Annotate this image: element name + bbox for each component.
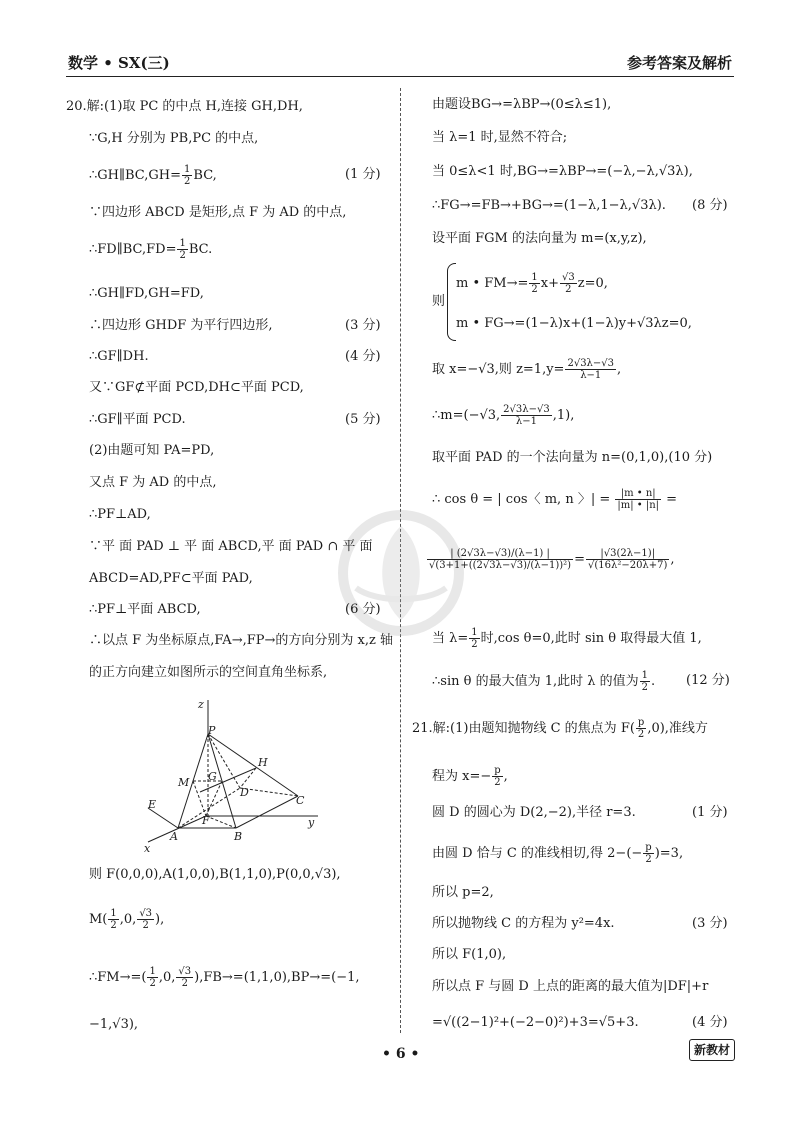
- problem-20-line-9: 又∵GF⊄平面 PCD,DH⊂平面 PCD,: [89, 380, 304, 395]
- fraction-den: 2: [181, 978, 188, 989]
- fraction-den: 2: [531, 284, 538, 295]
- line-13-tail: .: [650, 674, 656, 689]
- problem-21-line-6: 所以抛物线 C 的方程为 y²=4x.: [432, 916, 615, 931]
- system-eq-2: m • FG→=(1−λ)x+(1−λ)y+√3λz=0,: [456, 316, 692, 331]
- right-line-2: 当 λ=1 时,显然不符合;: [432, 130, 568, 145]
- line-21-mid: ,0,: [158, 970, 176, 985]
- problem-20-line-8: ∴GF∥DH.: [89, 349, 149, 364]
- problem-20-line-16: ∴PF⊥平面 ABCD,: [89, 602, 201, 617]
- fraction-den: 2: [110, 920, 117, 931]
- header-title: 参考答案及解析: [626, 54, 732, 72]
- right-line-7: [432, 358, 621, 381]
- problem-21-line-4: [432, 842, 683, 865]
- score-3: (3 分): [345, 318, 381, 333]
- fraction-cos-expanded: [427, 548, 573, 571]
- right-line-4: ∴FG→=FB→+BG→=(1−λ,1−λ,√3λ).: [432, 198, 666, 213]
- problem-20-line-15: ABCD=AD,PF⊂平面 PAD,: [89, 571, 253, 586]
- right-line-11: [426, 548, 675, 571]
- fraction-cos-result: [586, 548, 669, 571]
- problem-20-line-2: ∵G,H 分别为 PB,PC 的中点,: [89, 131, 259, 146]
- system-label: 则: [432, 294, 446, 309]
- label-b: B: [234, 830, 243, 843]
- right-line-13: [432, 670, 655, 693]
- fraction-num: 1: [179, 238, 186, 249]
- fraction-num: √3: [178, 966, 192, 977]
- fraction-half: [469, 627, 479, 650]
- problem-20-line-22: −1,√3),: [89, 1017, 139, 1032]
- fraction-num: 1: [149, 966, 156, 977]
- fraction-den: √(16λ²−20λ+7): [587, 560, 668, 571]
- score-21-1: (1 分): [692, 805, 728, 820]
- line-20-mid: ,0,: [119, 912, 137, 927]
- new-textbook-badge: 新教材: [689, 1039, 735, 1061]
- fraction-den: λ−1: [515, 416, 537, 427]
- fraction-half: [177, 238, 187, 261]
- problem-20-line-20: [89, 908, 164, 931]
- line-17-head: 由圆 D 恰与 C 的准线相切,得 2−(−: [432, 846, 643, 861]
- right-line-8: [432, 404, 574, 427]
- fraction-den: √(3+1+((2√3λ−√3)/(λ−1))²): [429, 560, 572, 571]
- problem-20-line-13: ∴PF⊥AD,: [89, 507, 151, 522]
- fraction-root3-half: [137, 908, 154, 931]
- line-11-tail: ,: [670, 552, 675, 567]
- label-c: C: [296, 794, 305, 807]
- line-21-tail: ),FB→=(1,1,0),BP→=(−1,: [194, 970, 360, 985]
- line-15-tail: ,: [503, 769, 508, 784]
- problem-20-line-19: 则 F(0,0,0),A(1,0,0),B(1,1,0),P(0,0,√3),: [89, 867, 341, 882]
- line-8-tail: ,1),: [552, 408, 575, 423]
- fraction-p-half: [492, 765, 502, 788]
- line-12-head: 当 λ=: [432, 631, 469, 646]
- problem-20-line-10: ∴GF∥平面 PCD.: [89, 412, 186, 427]
- label-m: M: [178, 776, 190, 789]
- score-8: (8 分): [692, 198, 728, 213]
- fraction-num: 1: [641, 670, 648, 681]
- line-3-text: ∴GH∥BC,GH=: [89, 168, 182, 183]
- problem-20-line-21: [89, 966, 360, 989]
- fraction-y: [565, 358, 616, 381]
- coordinate-figure: [140, 696, 340, 856]
- problem-20-line-6: ∴GH∥FD,GH=FD,: [89, 286, 204, 301]
- fraction-den: 2: [142, 920, 149, 931]
- fraction-half: [147, 966, 157, 989]
- fraction-half: [108, 908, 118, 931]
- fraction-half: [529, 272, 539, 295]
- right-line-9: 取平面 PAD 的一个法向量为 n=(0,1,0),(10 分): [432, 450, 713, 465]
- label-z: z: [198, 698, 204, 711]
- label-g: G: [208, 770, 217, 783]
- problem-20-line-1: 20.解:(1)取 PC 的中点 H,连接 GH,DH,: [66, 99, 303, 114]
- line-5-tail: BC.: [188, 242, 213, 257]
- problem-21-line-9: =√((2−1)²+(−2−0)²)+3=√5+3.: [432, 1015, 639, 1030]
- score-21-3: (3 分): [692, 916, 728, 931]
- eq-1-tail: z=0,: [577, 276, 608, 291]
- fraction-den: 2: [637, 729, 645, 740]
- label-d: D: [240, 786, 249, 799]
- problem-21-line-3: 圆 D 的圆心为 D(2,−2),半径 r=3.: [432, 805, 636, 820]
- fraction-half: [182, 164, 192, 187]
- page-number: • 6 •: [382, 1046, 420, 1062]
- fraction-den: 2: [494, 777, 501, 788]
- fraction-num: 1: [531, 272, 538, 283]
- fraction-num: |m • n|: [615, 488, 661, 500]
- line-21-head: ∴FM→=(: [89, 970, 147, 985]
- fraction-root3-half: [176, 966, 193, 989]
- fraction-num: | (2√3λ−√3)/(λ−1) |: [427, 548, 573, 560]
- fraction-cos: [615, 488, 661, 511]
- problem-20-line-4: ∵四边形 ABCD 是矩形,点 F 为 AD 的中点,: [89, 205, 347, 220]
- fraction-num: 2√3λ−√3: [503, 404, 550, 415]
- line-20-head: M(: [89, 912, 108, 927]
- line-20-tail: ),: [155, 912, 165, 927]
- edge-pc: [208, 734, 298, 796]
- line-14-head: 21.解:(1)由题知抛物线 C 的焦点为 F(: [412, 721, 635, 736]
- label-p: P: [208, 724, 216, 737]
- edge-ea: [148, 808, 178, 828]
- fraction-den: 2: [645, 854, 652, 865]
- problem-20-line-11: (2)由题可知 PA=PD,: [89, 443, 215, 458]
- line-15-head: 程为 x=−: [432, 769, 492, 784]
- fraction-num: p: [494, 765, 501, 776]
- score-21-4: (4 分): [692, 1015, 728, 1030]
- page-header: [66, 46, 734, 77]
- system-brace: [447, 263, 456, 341]
- fraction-num: 1: [184, 164, 191, 175]
- label-f: F: [202, 814, 210, 827]
- problem-21-line-1: [412, 717, 708, 740]
- edge-mf-dashed: [193, 781, 206, 816]
- line-13-head: ∴sin θ 的最大值为 1,此时 λ 的值为: [432, 674, 639, 689]
- problem-20-line-18: 的正方向建立如图所示的空间直角坐标系,: [89, 665, 328, 680]
- line-10-head: ∴ cos θ = | cos〈 m, n 〉| =: [432, 492, 611, 507]
- label-x: x: [144, 842, 151, 855]
- edge-fb-dashed: [206, 816, 236, 828]
- right-line-12: [432, 627, 702, 650]
- problem-21-line-2: [432, 765, 508, 788]
- fraction-den: 2: [471, 639, 478, 650]
- eq-1-mid: x+: [540, 276, 559, 291]
- problem-21-line-7: 所以 F(1,0),: [432, 947, 507, 962]
- fraction-den: 2: [149, 978, 156, 989]
- fraction-num: √3: [562, 272, 575, 283]
- fraction-num: p: [645, 842, 652, 853]
- right-line-10: [432, 488, 677, 511]
- right-line-5: 设平面 FGM 的法向量为 m=(x,y,z),: [432, 231, 647, 246]
- line-7-tail: ,: [617, 362, 622, 377]
- line-7-head: 取 x=−√3,则 z=1,y=: [432, 362, 565, 377]
- line-5-text: ∴FD∥BC,FD=: [89, 242, 177, 257]
- score-1: (1 分): [345, 167, 381, 182]
- fraction-p-half: [643, 842, 653, 865]
- line-3-tail: BC,: [193, 168, 217, 183]
- label-y: y: [308, 816, 315, 829]
- fraction-num: √3: [139, 908, 153, 919]
- score-4: (4 分): [345, 349, 381, 364]
- right-line-3: 当 0≤λ<1 时,BG→=λBP→=(−λ,−λ,√3λ),: [432, 164, 693, 179]
- fraction-half: [640, 670, 650, 693]
- edge-bc: [236, 796, 298, 828]
- fraction-num: 1: [471, 627, 478, 638]
- problem-21-line-8: 所以点 F 与圆 D 上点的距离的最大值为|DF|+r: [432, 979, 709, 994]
- fraction-p-half: [636, 717, 646, 740]
- problem-20-line-3: [89, 164, 217, 187]
- score-6: (6 分): [345, 602, 381, 617]
- score-12: (12 分): [686, 673, 730, 688]
- fraction-den: λ−1: [580, 370, 602, 381]
- fraction-den: 2: [184, 176, 191, 187]
- right-line-1: 由题设BG→=λBP→(0≤λ≤1),: [432, 97, 612, 112]
- label-h: H: [258, 756, 268, 769]
- fraction-den: 2: [565, 284, 572, 295]
- fraction-y: [501, 404, 552, 427]
- line-11-eq: =: [574, 552, 585, 567]
- line-12-tail: 时,cos θ=0,此时 sin θ 取得最大值 1,: [480, 631, 702, 646]
- line-8-head: ∴m=(−√3,: [432, 408, 501, 423]
- eq-1-head: m • FM→=: [456, 276, 529, 291]
- label-a: A: [170, 830, 178, 843]
- fraction-num: |√3(2λ−1)|: [586, 548, 669, 560]
- problem-20-line-5: [89, 238, 212, 261]
- line-14-tail: ,0),准线方: [647, 721, 708, 736]
- header-subject: 数学 • SX(三): [68, 54, 170, 72]
- problem-20-line-12: 又点 F 为 AD 的中点,: [89, 475, 217, 490]
- line-17-tail: )=3,: [654, 846, 684, 861]
- fraction-den: 2: [641, 682, 648, 693]
- problem-20-line-14: ∵平 面 PAD ⊥ 平 面 ABCD,平 面 PAD ∩ 平 面: [89, 539, 373, 554]
- line-10-tail: =: [666, 492, 678, 507]
- label-e: E: [148, 798, 157, 811]
- fraction-num: 2√3λ−√3: [567, 358, 615, 369]
- score-5: (5 分): [345, 412, 381, 427]
- problem-20-line-7: ∴四边形 GHDF 为平行四边形,: [89, 318, 273, 333]
- system-eq-1: [456, 272, 608, 295]
- problem-20-line-17: ∴以点 F 为坐标原点,FA→,FP→的方向分别为 x,z 轴: [89, 633, 393, 648]
- problem-21-line-5: 所以 p=2,: [432, 885, 494, 900]
- fraction-den: 2: [179, 250, 186, 261]
- fraction-num: 1: [110, 908, 117, 919]
- fraction-num: p: [637, 717, 645, 728]
- fraction-root3-half: [560, 272, 577, 295]
- fraction-den: |m| • |n|: [617, 500, 660, 511]
